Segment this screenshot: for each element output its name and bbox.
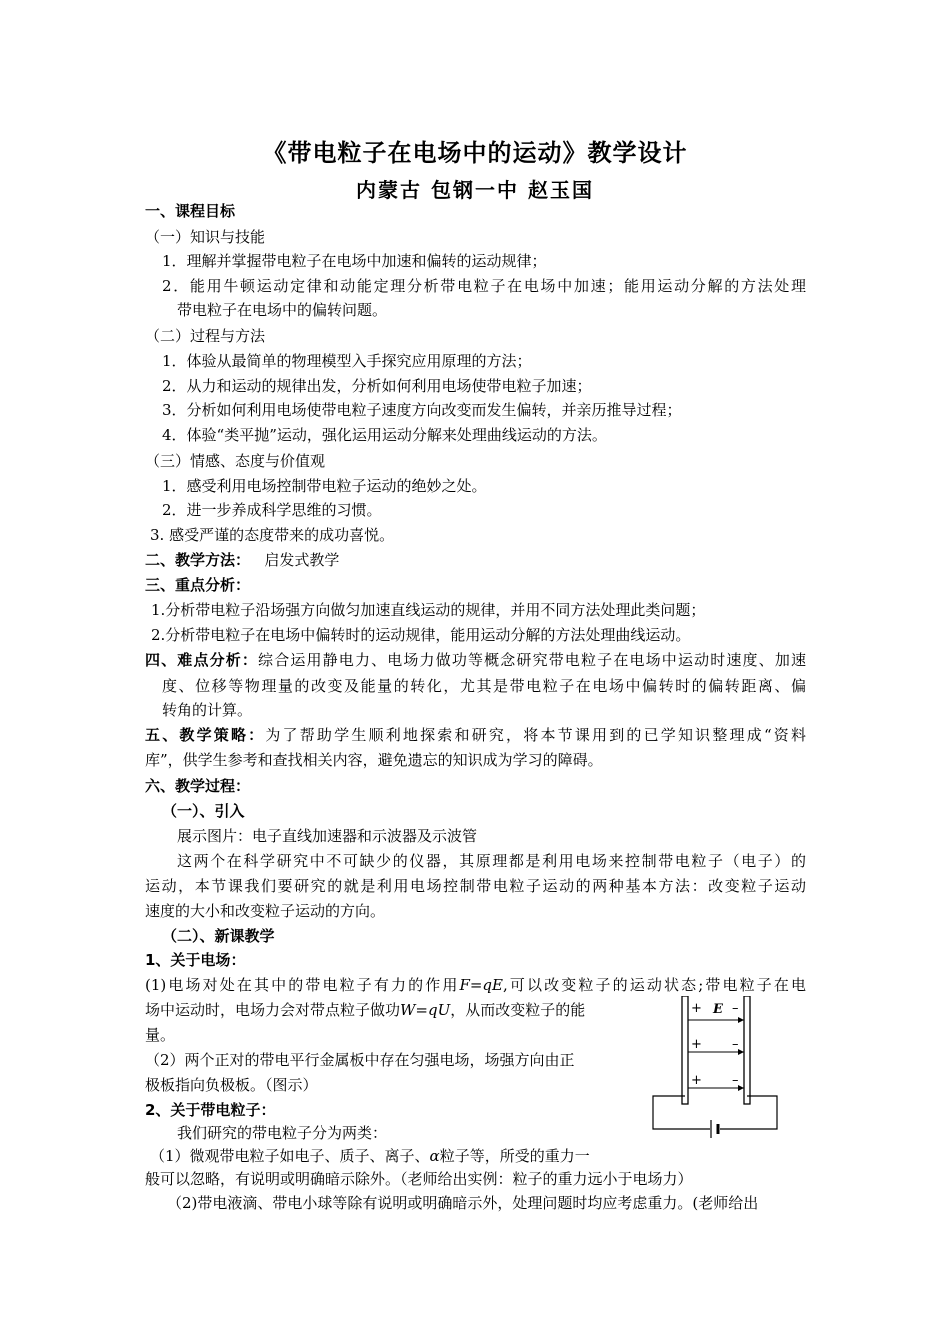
- difficulties-text: 综合运用静电力、电场力做功等概念研究带电粒子在电场中运动时速度、加速: [258, 651, 806, 669]
- circuit-wire-right: [720, 1096, 777, 1129]
- paragraph-text: [150, 1146, 590, 1166]
- list-item: 3. 感受严谨的态度带来的成功喜悦。: [150, 526, 395, 544]
- paragraph-text: 运动，本节课我们要研究的就是利用电场控制带电粒子运动的两种基本方法：改变粒子运动: [145, 877, 806, 895]
- section-heading-methods: 二、教学方法：: [145, 551, 251, 569]
- minus-sign: –: [732, 1073, 739, 1088]
- difficulties-text: 转角的计算。: [162, 701, 253, 719]
- text-run: ,可以改变粒子的运动状态;带电粒子在电: [502, 976, 807, 994]
- text-run: 场中运动时，电场力会对带点粒子做功: [145, 1001, 401, 1019]
- section-heading-objectives: 一、课程目标: [145, 202, 236, 220]
- methods-text: 启发式教学: [264, 551, 340, 569]
- field-label-e: E: [713, 1002, 723, 1017]
- list-item: 2．能用牛顿运动定律和动能定理分析带电粒子在电场中加速；能用运动分解的方法处理: [162, 277, 806, 295]
- strategy-text: 为了帮助学生顺利地探索和研究，将本节课用到的已学知识整理成“资料: [265, 726, 806, 744]
- text-run: (1)电场对处在其中的带电粒子有力的作用: [145, 976, 460, 994]
- document-title: 《带电粒子在电场中的运动》教学设计: [262, 139, 688, 167]
- difficulties-text: 度、位移等物理量的改变及能量的转化，尤其是带电粒子在电场中偏转时的偏转距离、偏: [162, 677, 806, 695]
- section-methods: [145, 550, 339, 570]
- paragraph-text: [145, 975, 806, 995]
- formula-force: F=qE: [459, 976, 503, 994]
- paragraph-text: （2）两个正对的带电平行金属板中存在匀强电场，场强方向由正: [145, 1051, 575, 1069]
- alpha-symbol: α: [429, 1147, 440, 1165]
- list-item: 1．理解并掌握带电粒子在电场中加速和偏转的运动规律；: [162, 252, 547, 270]
- list-item: 3．分析如何利用电场使带电粒子速度方向改变而发生偏转，并亲历推导过程；: [162, 401, 682, 419]
- minus-sign: –: [732, 1037, 739, 1052]
- list-item: 2.分析带电粒子在电场中偏转时的运动规律，能用运动分解的方法处理曲线运动。: [151, 626, 691, 644]
- text-run: ，从而改变粒子的能: [450, 1001, 586, 1019]
- minus-sign: –: [732, 1001, 739, 1016]
- paragraph-text: 展示图片：电子直线加速器和示波器及示波管: [177, 827, 478, 845]
- plus-sign: +: [691, 1001, 702, 1016]
- section-heading-strategy: 五、教学策略：: [145, 726, 266, 744]
- section-heading-key-points: 三、重点分析：: [145, 576, 251, 594]
- subheading-new-lesson: （二）、新课教学: [162, 927, 275, 945]
- subheading-knowledge: （一）知识与技能: [145, 228, 266, 246]
- arrowhead: [738, 1085, 744, 1091]
- paragraph-text: 量。: [145, 1026, 176, 1044]
- plus-sign: +: [691, 1073, 702, 1088]
- strategy-text: 库”，供学生参考和查找相关内容，避免遗忘的知识成为学习的障碍。: [145, 751, 603, 769]
- subheading-introduction: （一）、引入: [162, 802, 245, 820]
- subheading-process: （二）过程与方法: [145, 327, 266, 345]
- paragraph-text: 极板指向负极板。（图示）: [145, 1076, 318, 1094]
- section-heading-process: 六、教学过程：: [145, 777, 251, 795]
- paragraph-text: 速度的大小和改变粒子运动的方向。: [145, 902, 386, 920]
- list-item: 4．体验“类平抛”运动，强化运用运动分解来处理曲线运动的方法。: [162, 426, 607, 444]
- subheading-about-field: 1、关于电场：: [145, 951, 246, 969]
- section-difficulties: [145, 650, 806, 670]
- subheading-attitude: （三）情感、态度与价值观: [145, 452, 326, 470]
- negative-plate: [744, 996, 750, 1104]
- paragraph-text: 我们研究的带电粒子分为两类：: [177, 1124, 388, 1142]
- text-run: 粒子等，所受的重力一: [439, 1147, 590, 1165]
- subheading-about-particle: 2、关于带电粒子：: [145, 1101, 276, 1119]
- positive-plate: [682, 996, 688, 1104]
- arrowhead: [738, 1017, 744, 1023]
- arrowhead: [738, 1049, 744, 1055]
- text-run: （1）微观带电粒子如电子、质子、离子、: [150, 1147, 430, 1165]
- formula-work: W=qU: [400, 1001, 451, 1019]
- list-item: 1．感受利用电场控制带电粒子运动的绝妙之处。: [162, 477, 487, 495]
- author-line: 内蒙古 包钢一中 赵玉国: [356, 178, 594, 202]
- section-strategy: [145, 725, 806, 745]
- list-item: 1．体验从最简单的物理模型入手探究应用原理的方法；: [162, 352, 532, 370]
- paragraph-text: 般可以忽略，有说明或明确暗示除外。（老师给出实例：粒子的重力远小于电场力）: [145, 1170, 693, 1188]
- list-item-continued: 带电粒子在电场中的偏转问题。: [177, 301, 388, 319]
- parallel-plate-diagram: [650, 996, 780, 1141]
- list-item: 2．进一步养成科学思维的习惯。: [162, 501, 382, 519]
- paragraph-text: 这两个在科学研究中不可缺少的仪器，其原理都是利用电场来控制带电粒子（电子）的: [177, 852, 806, 870]
- list-item: 1.分析带电粒子沿场强方向做匀加速直线运动的规律，并用不同方法处理此类问题；: [151, 601, 706, 619]
- paragraph-text: [145, 1000, 585, 1020]
- plus-sign: +: [691, 1037, 702, 1052]
- section-heading-difficulties: 四、难点分析：: [145, 651, 259, 669]
- paragraph-text: （2)带电液滴、带电小球等除有说明或明确暗示外，处理问题时均应考虑重力。(老师给出: [167, 1194, 759, 1212]
- list-item: 2．从力和运动的规律出发，分析如何利用电场使带电粒子加速；: [162, 377, 592, 395]
